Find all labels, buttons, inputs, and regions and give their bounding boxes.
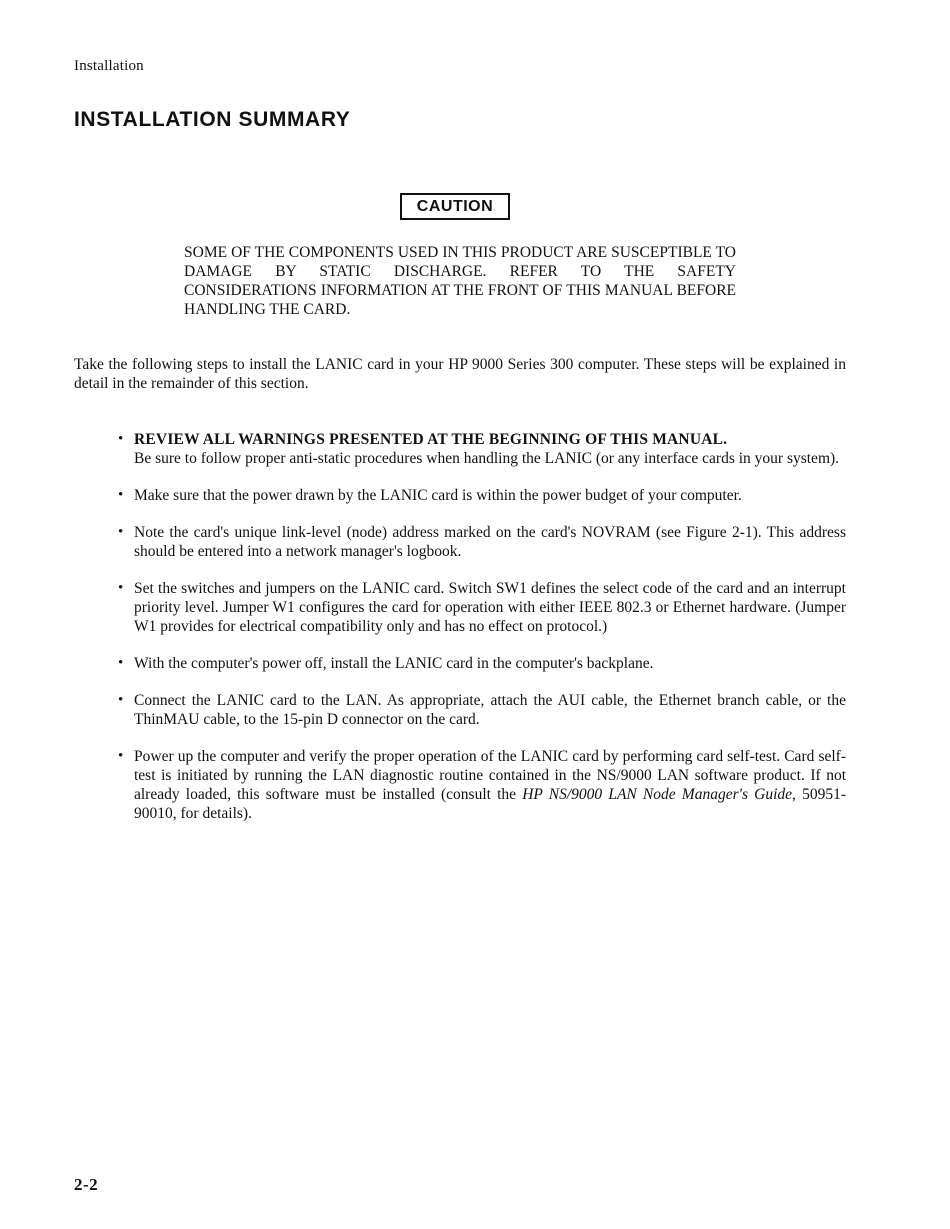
bullet-icon: • [118, 692, 124, 708]
step-connect-lan [74, 691, 846, 729]
bullet-icon: • [118, 431, 124, 447]
step-install-card [74, 654, 846, 673]
page-number: 2-2 [74, 1175, 99, 1194]
guide-title: HP NS/9000 LAN Node Manager's Guide [522, 786, 793, 803]
intro-paragraph: Take the following steps to install the LANIC card in your HP 9000 Series 300 computer. These steps will be explained in detail in the remainder of this section. [74, 356, 846, 392]
section-title: INSTALLATION SUMMARY [74, 108, 351, 131]
bullet-icon: • [118, 580, 124, 596]
step-text: Make sure that the power drawn by the LANIC card is within the power budget of your computer. [134, 487, 742, 504]
step-text: Set the switches and jumpers on the LANIC card. Switch SW1 defines the select code of the card and an interrupt priority level. Jumper W1 configures the card for operation with either IEEE 802.3 or Ethernet hardware. (Jumper W1 provides for electrical compatibility only and has no effect on protocol.) [134, 580, 846, 635]
step-review-warnings [74, 430, 846, 468]
step-text: Be sure to follow proper anti-static procedures when handling the LANIC (or any interface cards in your system). [134, 450, 840, 467]
step-text: With the computer's power off, install the LANIC card in the computer's backplane. [134, 655, 654, 672]
step-power-budget [74, 486, 846, 505]
caution-text: SOME OF THE COMPONENTS USED IN THIS PRODUCT ARE SUSCEPTIBLE TO DAMAGE BY STATIC DISCHARGE. REFER TO THE SAFETY CONSIDERATIONS INFORMATION AT THE FRONT OF THIS MANUAL BEFORE HANDLING THE CARD. [184, 244, 736, 318]
bullet-icon: • [118, 748, 124, 764]
step-self-test [74, 747, 846, 823]
step-text-before: Power up the computer and verify the proper operation of the LANIC card by performing card self-test. Card self-test is initiated by running the LAN diagnostic routine contained in the NS/9000 LAN software product. If not already loaded, this software must be installed (consult the [134, 748, 846, 803]
caution-label: CAUTION [400, 193, 510, 220]
bullet-icon: • [118, 487, 124, 503]
bullet-icon: • [118, 524, 124, 540]
installation-steps-list [74, 430, 846, 841]
step-node-address [74, 523, 846, 561]
step-title: REVIEW ALL WARNINGS PRESENTED AT THE BEGINNING OF THIS MANUAL. [134, 431, 728, 448]
step-text: Note the card's unique link-level (node) address marked on the card's NOVRAM (see Figure 2-1). This address should be entered into a network manager's logbook. [134, 524, 846, 560]
bullet-icon: • [118, 655, 124, 671]
step-text: Connect the LANIC card to the LAN. As appropriate, attach the AUI cable, the Ethernet branch cable, or the ThinMAU cable, to the 15-pin D connector on the card. [134, 692, 846, 728]
running-header: Installation [74, 58, 144, 74]
step-switches-jumpers [74, 579, 846, 636]
step-text-after: , 50951-90010, for details). [134, 786, 846, 822]
